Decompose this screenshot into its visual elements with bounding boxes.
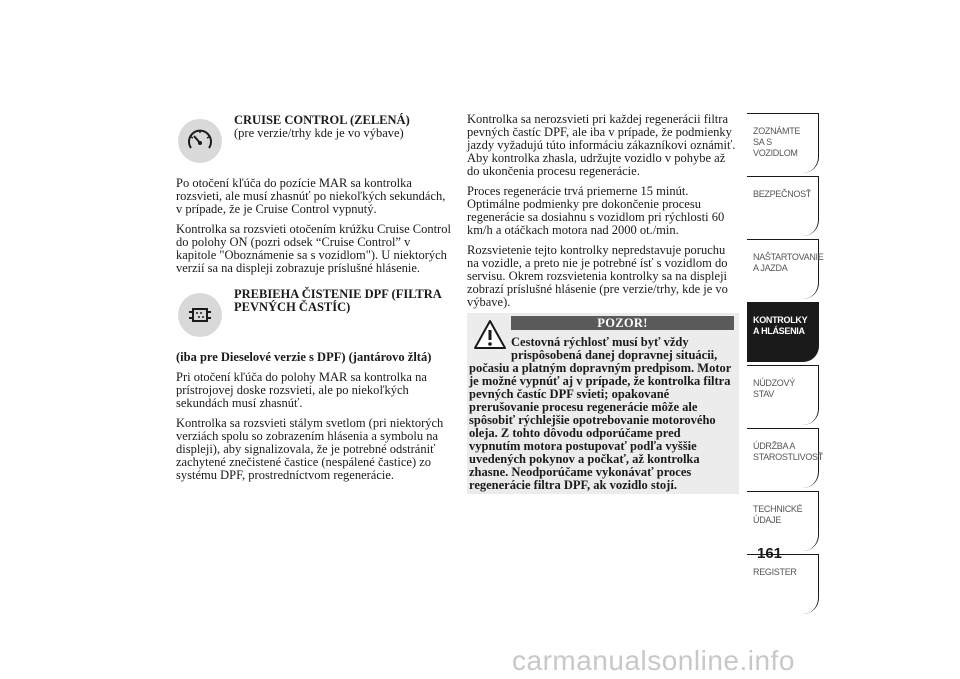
dpf-title: PREBIEHA ČISTENIE DPF (FILTRA PEVNÝCH ČASTÍC) <box>234 287 442 314</box>
cruise-title: CRUISE CONTROL (ZELENÁ) <box>234 113 410 127</box>
right-paragraph-3: Rozsvietenie tejto kontrolky nepredstavuje poruchu na vozidle, a preto nie je potrebné ísť s vozidlom do servisu. Okrem rozsvietenia kontrolky sa na displeji zobrazí príslušné hlásenie (pre verzie/trhy, kde je vo výbave). <box>467 243 728 309</box>
warning-body: počasiu a platným dopravným predpisom. Motor je možné vypnúť aj v prípade, že kontrolka filtra pevných častíc DPF svieti; opakované prerušovanie procesu regenerácie môže ale spôsobiť rýchlejšie opotrebovanie motorového oleja. Z tohto dôvodu odporúčame pred vypnutím motora postupovať podľa vyššie uvedených pokynov a počkať, až kontrolka zhasne. Neodporúčame vykonávať proces regenerácie filtra DPF, ak vozidlo stojí. <box>469 361 732 492</box>
tab-label: REGISTER <box>753 567 797 577</box>
tab-label: NÚDZOVÝ STAV <box>753 378 795 399</box>
dpf-filter-icon <box>178 293 222 337</box>
chapter-sidebar <box>747 113 824 617</box>
dpf-paragraph-1: Pri otočení kľúča do polohy MAR sa kontrolka na prístrojovej doske rozsvieti, ale po niekoľkých sekundách musí zhasnúť. <box>176 370 427 410</box>
tab-nudzovy-stav[interactable] <box>747 365 819 425</box>
tab-label: BEZPEČNOSŤ <box>753 189 812 199</box>
right-column <box>467 113 739 316</box>
tab-zoznamte-sa[interactable] <box>747 113 819 173</box>
warning-box <box>467 313 739 494</box>
warning-heading: POZOR! <box>511 316 734 330</box>
dpf-subheading: (iba pre Dieselové verzie s DPF) (jantárovo žltá) <box>176 350 432 364</box>
cruise-paragraph-1: Po otočení kľúča do pozície MAR sa kontrolka rozsvieti, ale musí zhasnúť po niekoľkých sekundách, v prípade, že je Cruise Control vypnutý. <box>176 176 446 216</box>
watermark: carmanualsonline.info <box>512 645 795 676</box>
right-paragraph-2: Proces regenerácie trvá priemerne 15 minút. Optimálne podmienky pre dokončenie procesu regenerácie sa dosiahnu s vozidlom pri rýchlosti 60 km/h a otáčkach motora nad 2000 ot./min. <box>467 184 725 237</box>
tab-label: NAŠTARTOVANIE A JAZDA <box>753 252 824 273</box>
speedometer-icon <box>178 119 222 163</box>
tab-nastartovanie[interactable] <box>747 239 824 299</box>
cruise-paragraph-2: Kontrolka sa rozsvieti otočením krúžku Cruise Control do polohy ON (pozri odsek “Cruise Control” v kapitole "Oboznámenie sa s vozidlom"). U niektorých verzií sa na displeji zobrazuje príslušné hlásenie. <box>176 222 451 275</box>
dpf-paragraph-2: Kontrolka sa rozsvieti stálym svetlom (pri niektorých verziách spolu so zobrazením hlásenia a symbolu na displeji), aby signalizovala, že je potrebné odstrániť zachytené znečistené častice (nespálené častice) zo systému DPF, prostredníctvom regenerácie. <box>176 416 444 482</box>
tab-kontrolky[interactable] <box>747 302 819 362</box>
tab-label: TECHNICKÉ ÚDAJE <box>753 504 803 525</box>
tab-label: ZOZNÁMTE SA S VOZIDLOM <box>753 126 801 158</box>
right-paragraph-1: Kontrolka sa nerozsvieti pri každej regenerácii filtra pevných častíc DPF, ale iba v prípade, že podmienky jazdy vyžadujú túto informáciu zákazníkovi oznámiť. Aby kontrolka zhasla, udržujte vozidlo v pohybe až do ukončenia procesu regenerácie. <box>467 112 736 178</box>
tab-register[interactable] <box>747 554 819 614</box>
cruise-subtitle: (pre verzie/trhy kde je vo výbave) <box>234 126 404 140</box>
tab-label: ÚDRŽBA A STAROSTLIVOSŤ <box>753 441 823 462</box>
warning-text <box>469 336 734 492</box>
tab-bezpecnost[interactable] <box>747 176 819 236</box>
tab-label: KONTROLKY A HLÁSENIA <box>753 315 808 336</box>
dpf-indicator <box>176 287 452 337</box>
cruise-control-indicator <box>176 113 452 163</box>
warning-first-line: Cestovná rýchlosť musí byť vždy prispôsobená danej dopravnej situácii, <box>511 335 718 362</box>
tab-technicke-udaje[interactable] <box>747 491 819 551</box>
page-number: 161 <box>757 545 783 562</box>
tab-udrzba[interactable] <box>747 428 823 488</box>
left-column <box>176 113 452 489</box>
